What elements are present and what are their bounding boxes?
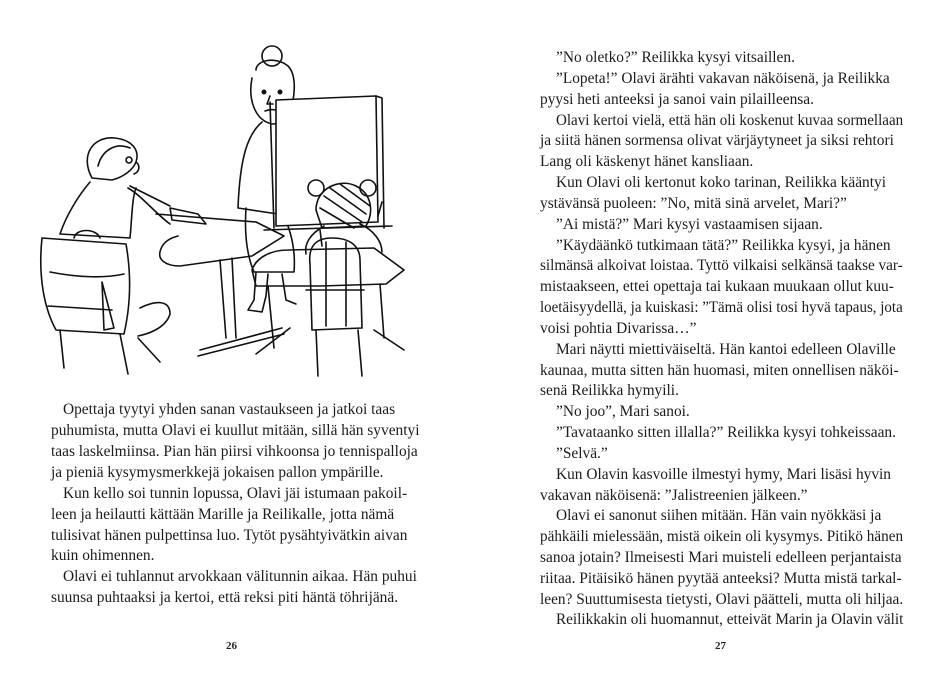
text-line: Olavi ei sanonut siihen mitään. Hän vain nyökkäsi ja [556, 507, 882, 524]
text-line: ja siitä hänen sormensa olivat värjäytyneet ja siksi rehtori [540, 132, 894, 149]
text-line: Olavi kertoi vielä, että hän oli koskenut kuvaa sormellaan [556, 112, 904, 129]
text-line: loetäisyydellä, ja kuiskasi: ”Tämä olisi tosi hyvä tapaus, jota [540, 299, 903, 316]
right-page [475, 0, 950, 688]
text-line: pyysi heti anteeksi ja sanoi vain pilailleensa. [540, 91, 814, 108]
text-line: Kun Olavi oli kertonut koko tarinan, Reilikka kääntyi [556, 174, 886, 191]
text-line: leen? Suuttumisesta tietysti, Olavi päätteli, mutta oli hiljaa. [540, 591, 904, 608]
text-line: taas laskelmiinsa. Pian hän piirsi vihkoonsa jo tennispalloja [51, 443, 418, 460]
text-line: silmänsä alkoivat loistaa. Tyttö vilkaisi selkänsä taakse var- [540, 257, 903, 274]
text-line: puhumista, mutta Olavi ei kuullut mitään, sillä hän syventyi [51, 422, 420, 439]
text-line: Kun kello soi tunnin lopussa, Olavi jäi istumaan pakoil- [63, 485, 408, 502]
boy-figure [41, 138, 170, 374]
right-desk [252, 248, 404, 354]
text-line: Opettaja tyytyi yhden sanan vastaukseen ja jatkoi taas [63, 401, 396, 418]
text-line: kuin ohimennen. [51, 547, 155, 564]
text-line: vakavan näköisenä: ”Jalistreenien jälkeen.” [540, 487, 808, 504]
text-line: pähkäili mielessään, mistä oikein oli kysymys. Pitikö hänen [540, 528, 904, 545]
text-line: ystävänsä puoleen: ”No, mitä sinä arvelet, Mari?” [540, 195, 847, 212]
text-line: Olavi ei tuhlannut arvokkaan välitunnin aikaa. Hän puhui [63, 568, 417, 585]
text-line: Reilikkakin oli huomannut, etteivät Marin ja Olavin välit [556, 611, 904, 628]
text-line: Mari näytti miettiväiseltä. Hän kantoi edelleen Olaville [556, 341, 896, 358]
text-line: Lang oli käskenyt hänet kansliaan. [540, 153, 754, 170]
classroom-illustration [20, 38, 440, 383]
page-number: 26 [226, 640, 237, 652]
text-line: mistaakseen, ettei opettaja tai kukaan muukaan ollut kuu- [540, 278, 894, 295]
text-line: ”Lopeta!” Olavi ärähti vakavan näköisenä, ja Reilikka [556, 70, 890, 87]
text-line: voisi pohtia Divarissa…” [540, 320, 697, 337]
text-line: ”Tavataanko sitten illalla?” Reilikka kysyi tohkeissaan. [556, 424, 896, 441]
text-line: suunsa puhtaaksi ja kertoi, että reksi piti häntä töhrijänä. [51, 589, 399, 606]
text-line: kaunaa, mutta sitten hän huomasi, miten onnellisen näköi- [540, 362, 899, 379]
text-line: ja pieniä kysymysmerkkejä jokaisen pallon ympärille. [51, 464, 384, 481]
text-line: ”No oletko?” Reilikka kysyi vitsaillen. [556, 49, 795, 66]
text-line: Kun Olavin kasvoille ilmestyi hymy, Mari lisäsi hyvin [556, 466, 892, 483]
text-line: ”Ai mistä?” Mari kysyi vastaamisen sijaan. [556, 216, 823, 233]
text-line: sanoa jotain? Ilmeisesti Mari muisteli edelleen perjantaista [540, 549, 902, 566]
text-line: ”Selvä.” [556, 445, 608, 462]
page-number: 27 [715, 640, 726, 652]
text-line: senä Reilikka hymyili. [540, 382, 679, 399]
text-line: leen ja heilautti kättään Marille ja Reilikalle, jotta nämä [51, 506, 395, 523]
text-line: riitaa. Pitäisikö hänen pyytää anteeksi? Mutta mistä tarkal- [540, 570, 902, 587]
text-line: tulisivat hänen pulpettinsa luo. Tytöt pysähtyivätkin aivan [51, 527, 408, 544]
flip-chart-easel [264, 96, 392, 246]
text-line: ”Käydäänkö tutkimaan tätä?” Reilikka kysyi, ja hänen [556, 237, 891, 254]
text-line: ”No joo”, Mari sanoi. [556, 403, 690, 420]
